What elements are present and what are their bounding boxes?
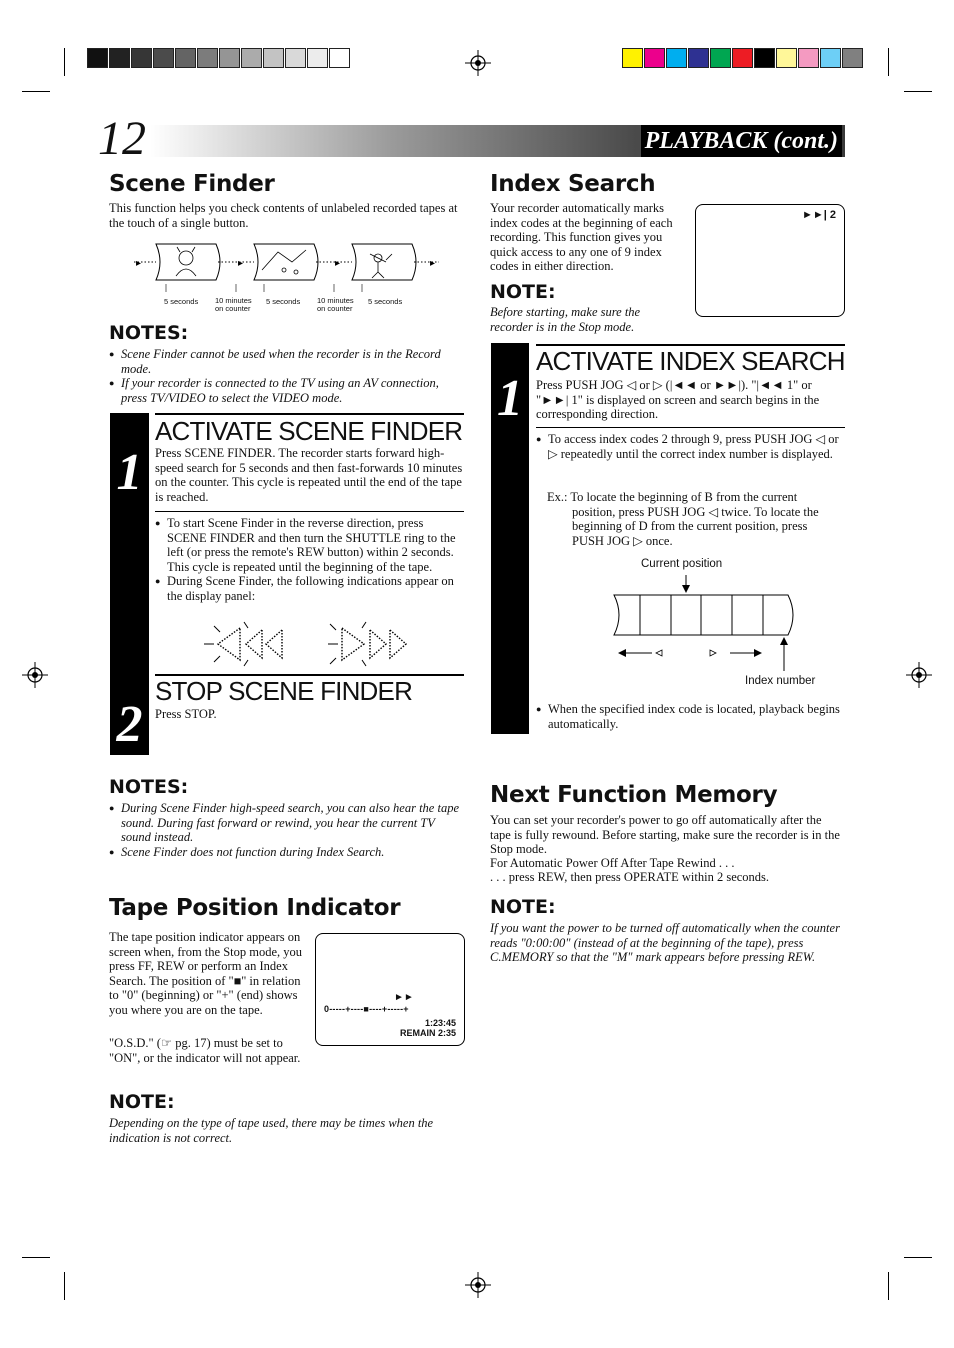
notes-heading: NOTES: [109, 322, 189, 344]
color-swatch [710, 48, 731, 68]
tape-position-screen [315, 933, 465, 1046]
next-function-heading: Next Function Memory [490, 782, 778, 808]
gray-swatch [175, 48, 196, 68]
tape-note-heading: NOTE: [109, 1091, 175, 1113]
index-display: ►►| 2 [801, 209, 836, 221]
diagram-label-4: 10 minutes on counter [317, 296, 354, 313]
step-1-bullets [155, 516, 465, 604]
next-function-note-heading: NOTE: [490, 896, 556, 918]
page-number: 12 [98, 112, 146, 165]
color-swatch [644, 48, 665, 68]
tape-position-bar: 0-----+----■----+-----+ [324, 1004, 409, 1014]
bullet-item: ● During Scene Finder, the following indications appear on the display panel: [155, 574, 465, 603]
tape-position-osd-text: "O.S.D." (☞ pg. 17) must be set to "ON", or the indicator will not appear. [109, 1036, 301, 1065]
bullet-item: ● When the specified index code is located, playback begins automatically. [536, 702, 841, 731]
current-position-label: Current position [641, 558, 723, 570]
gray-swatch [285, 48, 306, 68]
scene-finder-heading: Scene Finder [109, 171, 275, 197]
color-swatch [820, 48, 841, 68]
tape-note-text: Depending on the type of tape used, there may be times when the indication is not correct. [109, 1116, 434, 1145]
svg-text:▸: ▸ [335, 258, 341, 269]
note-item: ● Scene Finder cannot be used when the recorder is in the Record mode. [109, 347, 461, 376]
color-swatch [842, 48, 863, 68]
index-example: Ex.: To locate the beginning of B from the current position, press PUSH JOG ◁ twice. To locate the beginning of D from the current position, press PUSH JOG ▷ once. [547, 490, 819, 548]
gray-swatch [219, 48, 240, 68]
index-number-label: Index number [745, 675, 816, 687]
color-swatch [688, 48, 709, 68]
color-swatch [798, 48, 819, 68]
index-step-1-title: ACTIVATE INDEX SEARCH [536, 346, 845, 376]
scene-finder-tape-diagram [134, 240, 444, 302]
gray-swatch [131, 48, 152, 68]
scene-finder-notes-2 [109, 801, 465, 859]
index-step-1-number: 1 [491, 343, 529, 734]
index-tape-diagram [612, 573, 798, 679]
next-function-line2: For Automatic Power Off After Tape Rewind . . . [490, 856, 735, 870]
next-function-text: You can set your recorder's power to go off automatically after the tape is fully rewound. Before starting, make sure the recorder is in the Stop mode. [490, 813, 840, 857]
tape-position-text: The tape position indicator appears on screen when, from the Stop mode, you press FF, REW or perform an Index Search. The position of "■" in relation to "0" (beginning) or "+" (end) shows you where you are on the tape. [109, 930, 303, 1017]
divider [536, 427, 845, 428]
note-item: ● Scene Finder does not function during Index Search. [109, 845, 465, 860]
registration-mark-right [906, 662, 932, 688]
gray-swatch [329, 48, 350, 68]
divider [155, 413, 464, 415]
display-panel-indications [200, 620, 420, 668]
diagram-label-5: 5 seconds [368, 297, 403, 306]
time-counter: 1:23:45 [424, 1018, 456, 1028]
svg-text:▸: ▸ [136, 258, 142, 269]
next-function-note: If you want the power to be turned off automatically when the counter reads "0:00:00" (instead of at the beginning of the tape), press C.MEMORY so that the "M" mark appears before pressing REW. [490, 921, 840, 965]
step-2-text: Press STOP. [155, 707, 217, 721]
bullet-item: ● To access index codes 2 through 9, press PUSH JOG ◁ or ▷ repeatedly until the correct index number is displayed. [536, 432, 841, 461]
registration-mark-bottom [465, 1272, 491, 1298]
color-swatch [732, 48, 753, 68]
gray-swatch [263, 48, 284, 68]
gray-swatch [197, 48, 218, 68]
diagram-label-2: 10 minutes on counter [215, 296, 252, 313]
divider [155, 511, 464, 512]
index-step-1-text: Press PUSH JOG ◁ or ▷ (|◄◄ or ►►|). "|◄◄ 1" or "►►| 1" is displayed on screen and search begins in the corresponding direction. [536, 378, 820, 422]
step-1-text: Press SCENE FINDER. The recorder starts forward high-speed search for 5 seconds and then fast-forwards 10 minutes on the counter. This cycle is repeated until the end of the tape is reached. [155, 446, 463, 504]
diagram-label-1: 5 seconds [164, 297, 199, 306]
index-step-bullets-2 [536, 702, 841, 731]
index-note-heading: NOTE: [490, 281, 556, 303]
gray-swatch [153, 48, 174, 68]
color-swatch [776, 48, 797, 68]
note-item: ● During Scene Finder high-speed search, you can also hear the tape sound. During fast forward or rewind, you hear the current TV sound instead. [109, 801, 465, 845]
step-2-number: 2 [110, 673, 149, 755]
note-item: ● If your recorder is connected to the TV using an AV connection, press TV/VIDEO to select the VIDEO mode. [109, 376, 461, 405]
index-step-bullets [536, 432, 841, 461]
tape-position-heading: Tape Position Indicator [109, 895, 401, 921]
scene-finder-notes [109, 347, 461, 405]
bullet-item: ● To start Scene Finder in the reverse direction, press SCENE FINDER and then turn the SHUTTLE ring to the left (or press the remote's REW button) within 2 seconds. This cycle is repeated until the beginning of the tape. [155, 516, 465, 574]
color-swatch [666, 48, 687, 68]
svg-text:▸: ▸ [430, 258, 436, 269]
color-swatch [622, 48, 643, 68]
registration-mark-left [22, 662, 48, 688]
step-1-number: 1 [110, 413, 149, 673]
gray-swatch [109, 48, 130, 68]
color-swatch [754, 48, 775, 68]
gray-swatch [87, 48, 108, 68]
index-search-screen [695, 204, 845, 317]
notes2-heading: NOTES: [109, 776, 189, 798]
remain-time: REMAIN 2:35 [399, 1028, 456, 1038]
index-search-heading: Index Search [490, 171, 656, 197]
gray-swatch [241, 48, 262, 68]
svg-text:▸: ▸ [238, 258, 244, 269]
next-function-line3: . . . press REW, then press OPERATE within 2 seconds. [490, 870, 770, 884]
step-1-title: ACTIVATE SCENE FINDER [155, 416, 463, 446]
section-title: PLAYBACK (cont.) [641, 125, 842, 157]
step-2-title: STOP SCENE FINDER [155, 676, 413, 706]
gray-swatch [307, 48, 328, 68]
scene-finder-intro: This function helps you check contents of unlabeled recorded tapes at the touch of a single button. [109, 201, 458, 230]
registration-mark-top [465, 50, 491, 76]
ff-symbol: ►► [394, 992, 414, 1003]
index-note-text: Before starting, make sure the recorder is in the Stop mode. [490, 305, 641, 334]
index-search-intro: Your recorder automatically marks index codes at the beginning of each recording. This function gives you quick access to any one of 9 index codes in either direction. [490, 201, 673, 274]
diagram-label-3: 5 seconds [266, 297, 301, 306]
